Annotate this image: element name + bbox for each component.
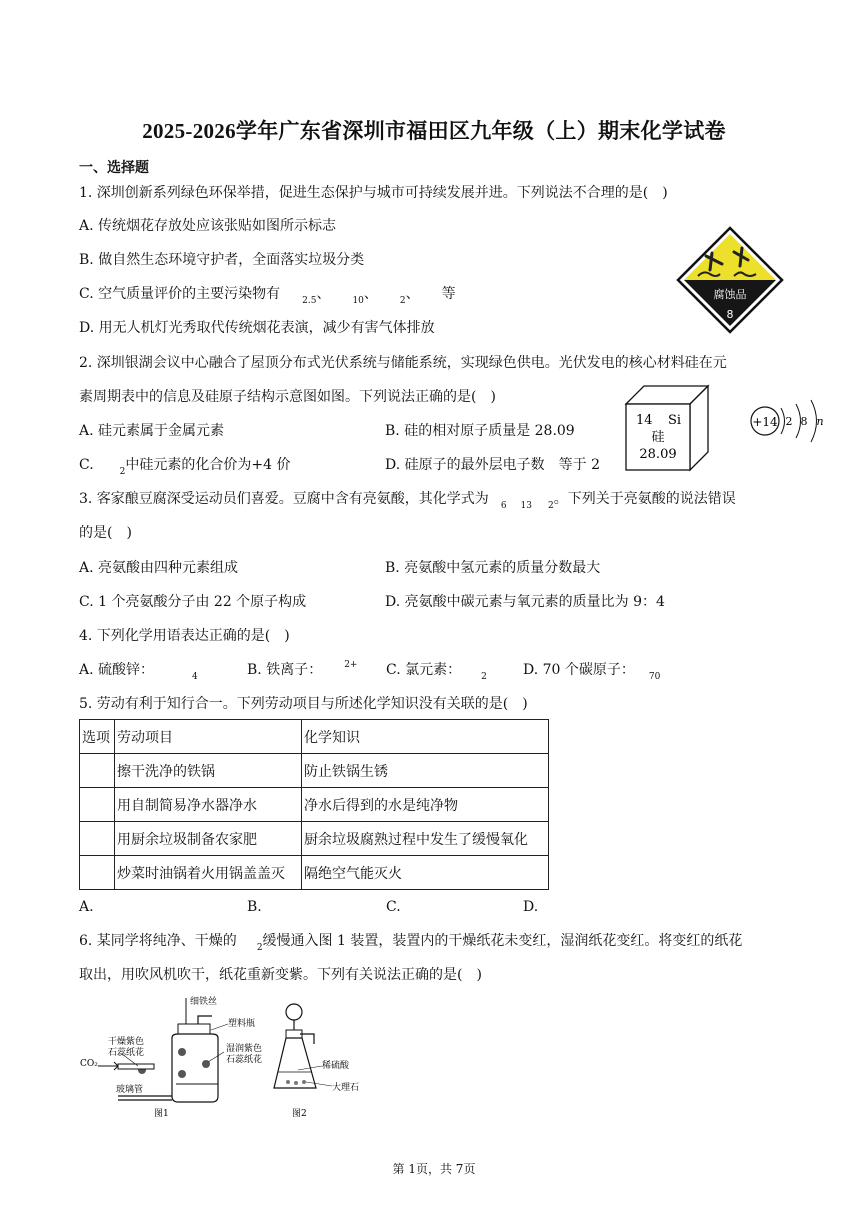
shell-1-count: 2 (785, 415, 793, 428)
page-footer: 第 1页，共 7页 (392, 1162, 476, 1176)
atomic-mass: 28.09 (639, 447, 677, 462)
label-figure-1: 图1 (154, 1109, 169, 1119)
q5-option-b: B. (247, 899, 262, 915)
table-cell (80, 822, 115, 856)
label-co2-inlet: CO₂ (80, 1059, 98, 1069)
shell-3-count: n (816, 415, 824, 428)
table-header-cell: 选项 (80, 720, 115, 754)
table-cell (80, 856, 115, 890)
shell-2-count: 8 (800, 415, 808, 428)
section-heading: 一、选择题 (79, 160, 149, 176)
q1-stem: 1. 深圳创新系列绿色环保举措，促进生态保护与城市可持续发展并进。下列说法不合理的是( ) (79, 185, 668, 201)
label-dry-paper-flower-2: 石蕊纸花 (108, 1048, 145, 1058)
q2-option-c: C. $_2$中硅元素的化合价为+4 价 (79, 457, 291, 477)
table-header-cell: 化学知识 (302, 720, 549, 754)
q5-stem: 5. 劳动有利于知行合一。下列劳动项目与所述化学知识没有关联的是( ) (79, 696, 528, 712)
element-name: 硅 (651, 430, 665, 445)
q5-option-a: A. (79, 899, 94, 915)
label-wet-paper-flower-1: 湿润紫色 (226, 1044, 263, 1054)
table-cell: 防止铁锅生锈 (302, 754, 549, 788)
q4-option-d: D. 70 个碳原子： $_{70}$ (523, 662, 661, 682)
table-row (80, 788, 549, 822)
table-row (80, 754, 549, 788)
q2-stem-line1: 2. 深圳银湖会议中心融合了屋顶分布式光伏系统与储能系统，实现绿色供电。光伏发电的核心材料硅在元 (79, 355, 727, 371)
sign-label: 腐蚀品 (713, 288, 747, 301)
label-dry-paper-flower-1: 干燥紫色 (108, 1037, 145, 1047)
silicon-atom-structure (748, 396, 828, 448)
table-cell (80, 754, 115, 788)
figure-1-apparatus (80, 995, 262, 1119)
label-wet-paper-flower-2: 石蕊纸花 (226, 1055, 263, 1065)
q6-stem-line2: 取出，用吹风机吹干，纸花重新变紫。下列有关说法正确的是( ) (79, 967, 482, 983)
label-glass-tube: 玻璃管 (116, 1085, 144, 1095)
table-header-cell: 劳动项目 (115, 720, 302, 754)
figure-2-apparatus (274, 1004, 359, 1119)
q3-option-a: A. 亮氨酸由四种元素组成 (79, 560, 239, 576)
q4-option-b: B. 铁离子： $^{2+}$ (247, 660, 358, 678)
label-marble: 大理石 (332, 1083, 360, 1093)
element-symbol: Si (668, 413, 682, 428)
label-iron-wire: 细铁丝 (190, 997, 218, 1007)
label-dilute-sulfuric-acid: 稀硫酸 (322, 1061, 350, 1071)
q4-option-a: A. 硫酸锌： $_4$ (79, 662, 198, 682)
q3-stem-line2: 的是( ) (79, 525, 132, 541)
table-row (80, 822, 549, 856)
q3-option-c: C. 1 个亮氨酸分子由 22 个原子构成 (79, 594, 307, 610)
table-cell: 净水后得到的水是纯净物 (302, 788, 549, 822)
q2-option-d: D. 硅原子的最外层电子数 等于 2 (385, 457, 600, 473)
q1-option-c: C. 空气质量评价的主要污染物有 $_{2.5}$、 $_{10}$、 $_2$、 等 (79, 286, 456, 306)
q2-option-a: A. 硅元素属于金属元素 (79, 423, 225, 439)
label-plastic-bottle: 塑料瓶 (228, 1019, 256, 1029)
experiment-figures (78, 994, 378, 1124)
table-cell: 厨余垃圾腐熟过程中发生了缓慢氧化 (302, 822, 549, 856)
q1-option-d: D. 用无人机灯光秀取代传统烟花表演，减少有害气体排放 (79, 320, 435, 336)
q4-option-c: C. 氯元素： $_2$ (386, 662, 487, 682)
q1-option-a: A. 传统烟花存放处应该张贴如图所示标志 (79, 218, 337, 234)
table-row (80, 856, 549, 890)
table-cell: 用自制简易净水器净水 (115, 788, 302, 822)
q4-stem: 4. 下列化学用语表达正确的是( ) (79, 628, 290, 644)
q5-option-c: C. (386, 899, 401, 915)
q2-option-b: B. 硅的相对原子质量是 28.09 (385, 423, 575, 439)
q3-option-b: B. 亮氨酸中氢元素的质量分数最大 (385, 560, 601, 576)
table-cell: 炒菜时油锅着火用锅盖盖灭 (115, 856, 302, 890)
label-figure-2: 图2 (292, 1109, 307, 1119)
corrosive-sign (676, 226, 784, 334)
q3-stem-line1: 3. 客家酿豆腐深受运动员们喜爱。豆腐中含有亮氨酸，其化学式为 $_6$ $_{13}$ $_2$。下列关于亮氨酸的说法错误 (79, 491, 736, 511)
table-header-row (80, 720, 549, 754)
nucleus-charge: +14 (752, 415, 778, 429)
periodic-cell-silicon (624, 384, 710, 472)
page-title: 2025-2026学年广东省深圳市福田区九年级（上）期末化学试卷 (142, 119, 726, 143)
q1-option-b: B. 做自然生态环境守护者，全面落实垃圾分类 (79, 252, 365, 268)
table-cell: 擦干洗净的铁锅 (115, 754, 302, 788)
q5-option-d: D. (523, 899, 539, 915)
q6-stem-line1: 6. 某同学将纯净、干燥的 $_2$缓慢通入图 1 装置，装置内的干燥纸花未变红，湿润纸花变红。将变红的纸花 (79, 933, 743, 953)
labor-table (79, 719, 549, 890)
q2-stem-line2: 素周期表中的信息及硅原子结构示意图如图。下列说法正确的是( ) (79, 389, 496, 405)
sign-number: 8 (726, 308, 734, 321)
q3-option-d: D. 亮氨酸中碳元素与氧元素的质量比为 9：4 (385, 594, 665, 610)
table-cell (80, 788, 115, 822)
table-cell: 隔绝空气能灭火 (302, 856, 549, 890)
atomic-number: 14 (636, 413, 653, 428)
table-cell: 用厨余垃圾制备农家肥 (115, 822, 302, 856)
